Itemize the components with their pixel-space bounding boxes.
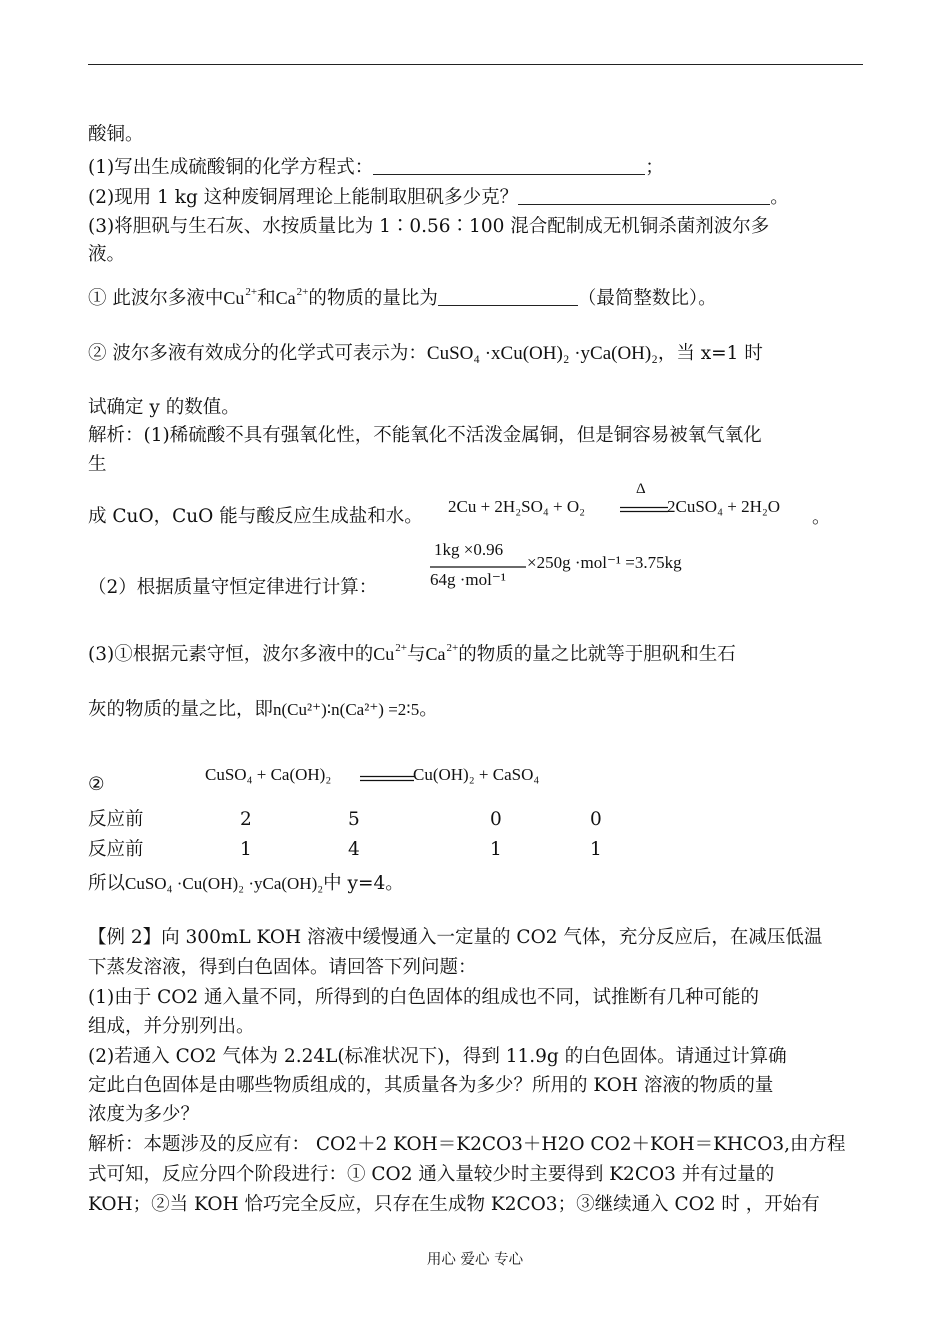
analysis-line: 解析：本题涉及的反应有： CO2＋2 KOH＝K2CO3＋H2O CO2＋KOH＝KHCO3,由方程: [88, 1134, 846, 1155]
fraction-bar: [430, 566, 526, 569]
answer-blank[interactable]: [518, 186, 770, 205]
text: 的物质的量之比就等于胆矾和生石: [458, 644, 736, 665]
ion-ca: Ca: [425, 644, 446, 664]
text-line: 液。: [88, 244, 126, 265]
text: 灰的物质的量之比，即: [88, 699, 274, 720]
text: ，当 x=1 时: [657, 343, 763, 364]
analysis-1-equation: [88, 505, 423, 529]
text-line: 浓度为多少？: [88, 1104, 200, 1125]
table-cell: 0: [490, 809, 502, 830]
question-2: [88, 186, 789, 210]
text: （最简整数比）。: [577, 288, 717, 309]
conclusion: [88, 872, 404, 896]
calculation-result: ×250g ·mol⁻¹ =3.75kg: [527, 553, 682, 572]
equation-left: CuSO₄ + Ca(OH)₂: [205, 765, 332, 784]
punct: 。: [419, 699, 438, 720]
analysis-2: [88, 576, 377, 600]
text: 和: [257, 288, 276, 309]
analysis-line: 解析：(1)稀硫酸不具有强氧化性，不能氧化不活泼金属铜，但是铜容易被氧气氧化: [88, 425, 762, 446]
delta-symbol: Δ: [636, 481, 646, 497]
table-cell: 1: [590, 839, 602, 860]
table-cell: 0: [590, 809, 602, 830]
sub-question-2: [88, 342, 763, 366]
text: ① 此波尔多液中: [88, 288, 224, 309]
punct: ；: [645, 157, 664, 178]
question-2-text: (2)现用 1 kg 这种废铜屑理论上能制取胆矾多少克？: [88, 187, 519, 208]
text: 成 CuO，CuO 能与酸反应生成盐和水。: [88, 506, 423, 527]
formula: CuSO₄ ·xCu(OH)₂ ·yCa(OH)₂: [426, 343, 658, 364]
text-line: 下蒸发溶液，得到白色固体。请回答下列问题：: [88, 957, 477, 978]
equation-right: 2CuSO₄ + 2H₂O: [667, 497, 781, 516]
question-3: (3)将胆矾与生石灰、水按质量比为 1∶0.56∶100 混合配制成无机铜杀菌剂波尔多: [88, 216, 770, 237]
table-cell: 1: [240, 839, 252, 860]
text-line: 酸铜。: [88, 124, 144, 145]
header-rule: [88, 64, 863, 65]
text-line: KOH；②当 KOH 恰巧完全反应，只存在生成物 K2CO3；③继续通入 CO2 时 ，开始有: [88, 1194, 820, 1215]
text-line: 组成，并分别列出。: [88, 1016, 255, 1037]
text: 中 y=4。: [323, 873, 404, 894]
formula: n(Cu²⁺)∶n(Ca²⁺) =2∶5: [273, 700, 420, 719]
reaction-equals: [360, 775, 414, 783]
ion-ca: Ca: [275, 288, 296, 308]
ion-cu: Cu: [223, 288, 245, 308]
reaction-equals: [620, 506, 668, 514]
ion-charge: 2+: [245, 286, 258, 298]
text-line: 定此白色固体是由哪些物质组成的，其质量各为多少？所用的 KOH 溶液的物质的量: [88, 1075, 774, 1096]
circle-number: ②: [88, 774, 105, 795]
text: ② 波尔多液有效成分的化学式可表示为：: [88, 343, 427, 364]
text: (3)①根据元素守恒，波尔多液中的: [88, 644, 374, 665]
text: 所以: [88, 873, 126, 894]
punct: 。: [812, 508, 831, 528]
ion-cu: Cu: [373, 644, 395, 664]
table-cell: 5: [348, 809, 360, 830]
analysis-3-ratio: [88, 698, 438, 722]
text: （2）根据质量守恒定律进行计算：: [88, 577, 378, 598]
ion-charge: 2+: [296, 286, 309, 298]
fraction-numerator: 1kg ×0.96: [434, 540, 504, 559]
question-1-text: (1)写出生成硫酸铜的化学方程式：: [88, 157, 374, 178]
row-label: 反应前: [88, 809, 144, 830]
table-cell: 1: [490, 839, 502, 860]
text-line: 试确定 y 的数值。: [88, 397, 240, 418]
example-2-title: 【例 2】向 300mL KOH 溶液中缓慢通入一定量的 CO2 气体，充分反应后，在减压低温: [88, 927, 823, 948]
table-cell: 2: [240, 809, 252, 830]
text-line: (2)若通入 CO2 气体为 2.24L(标准状况下)，得到 11.9g 的白色固体。请通过计算确: [88, 1046, 787, 1067]
analysis-3: [88, 636, 736, 667]
page-footer: 用心 爱心 专心: [426, 1252, 524, 1268]
text-line: 生: [88, 454, 107, 475]
formula: CuSO₄ ·Cu(OH)₂ ·yCa(OH)₂: [125, 874, 324, 893]
equation-left: 2Cu + 2H₂SO₄ + O₂: [448, 497, 586, 516]
text: 的物质的量比为: [308, 288, 438, 309]
table-cell: 4: [348, 839, 360, 860]
sub-question-1: [88, 280, 717, 311]
answer-blank[interactable]: [438, 287, 578, 306]
ion-charge: 2+: [446, 642, 459, 654]
question-1: [88, 156, 664, 180]
text: 与: [406, 644, 426, 665]
row-label: 反应前: [88, 839, 144, 860]
fraction-denominator: 64g ·mol⁻¹: [430, 570, 506, 589]
punct: 。: [770, 187, 789, 208]
ion-charge: 2+: [395, 642, 407, 654]
equation-right: Cu(OH)₂ + CaSO₄: [413, 765, 540, 784]
text-line: 式可知，反应分四个阶段进行：① CO2 通入量较少时主要得到 K2CO3 并有过量的: [88, 1164, 775, 1185]
text-line: (1)由于 CO2 通入量不同，所得到的白色固体的组成也不同，试推断有几种可能的: [88, 987, 760, 1008]
answer-blank[interactable]: [373, 156, 645, 175]
